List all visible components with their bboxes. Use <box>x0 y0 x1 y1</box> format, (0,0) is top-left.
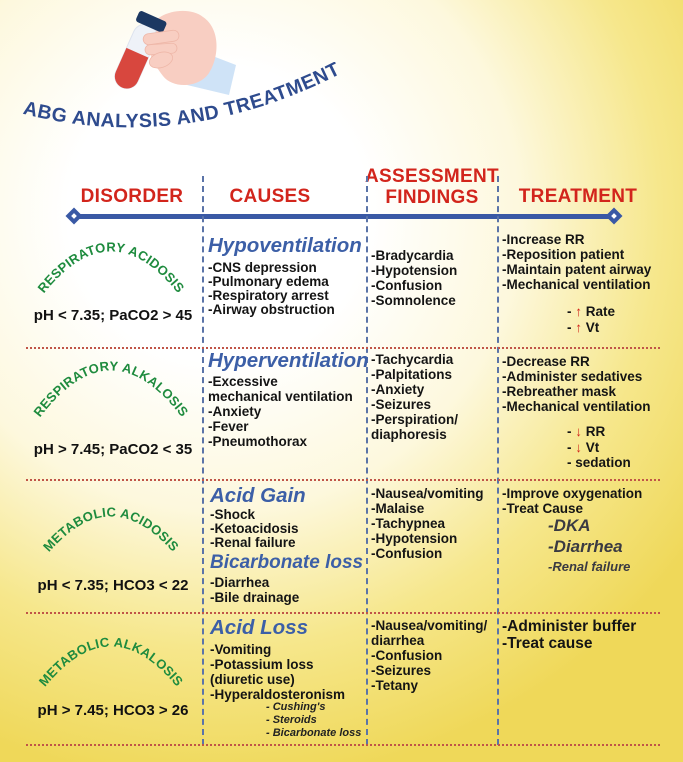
list-item: -Shock <box>210 507 256 522</box>
list-item: -Administer buffer <box>502 618 637 635</box>
list-item: -Palpitations <box>371 367 453 382</box>
list-item: - sedation <box>567 455 631 470</box>
list-item: diarrhea <box>371 633 425 648</box>
up-arrow-icon: ↑ <box>575 319 582 335</box>
row-divider <box>26 479 660 481</box>
list-item: -Anxiety <box>208 404 262 419</box>
list-item: -Confusion <box>371 278 443 293</box>
cause-heading: Hypoventilation <box>208 234 362 257</box>
up-arrow-icon: ↑ <box>575 304 582 319</box>
list-item: mechanical ventilation <box>208 389 353 404</box>
causes-list <box>208 374 353 449</box>
list-item: -Anxiety <box>371 382 425 397</box>
causes-list <box>208 261 335 317</box>
list-item: -Treat cause <box>502 635 593 652</box>
treatment-sub-list <box>567 424 631 471</box>
list-item: -Improve oxygenation <box>502 486 643 501</box>
cause-heading: Bicarbonate loss <box>210 552 364 573</box>
list-item: -Hypotension <box>371 263 458 278</box>
list-item: -Hypotension <box>371 531 458 546</box>
down-arrow-icon: ↓ <box>575 424 582 439</box>
treatment-sub-list <box>567 304 615 335</box>
row-divider <box>26 612 660 614</box>
svg-text:METABOLIC ACIDOSIS: METABOLIC ACIDOSIS <box>40 504 182 555</box>
cause-heading: Acid Loss <box>210 616 308 639</box>
list-item: -Renal failure <box>548 559 631 574</box>
list-item: -Tachypnea <box>371 516 446 531</box>
list-item: -Confusion <box>371 546 443 561</box>
list-item: -Confusion <box>371 648 443 663</box>
column-header-disorder: DISORDER <box>80 186 184 207</box>
list-item: -Tetany <box>371 678 419 693</box>
list-item: -Somnolence <box>371 293 456 308</box>
column-header-treatment: TREATMENT <box>518 186 638 207</box>
assessment-list <box>371 618 487 693</box>
assessment-list <box>371 486 484 561</box>
assessment-list <box>371 352 458 442</box>
assessment-list <box>371 248 457 308</box>
list-item: -Pneumothorax <box>208 434 308 449</box>
list-item: -Perspiration/ <box>371 412 459 427</box>
ph-values: pH < 7.35; HCO3 < 22 <box>37 577 189 594</box>
list-item: -CNS depression <box>208 260 317 275</box>
list-item: -Bile drainage <box>210 590 300 605</box>
ph-values: pH > 7.45; HCO3 > 26 <box>37 702 189 719</box>
column-divider <box>366 176 368 745</box>
causes-list <box>210 642 345 702</box>
list-item: -Potassium loss <box>210 657 314 672</box>
disorder-arc-respiratory-alkalosis <box>26 352 196 426</box>
svg-text:METABOLIC ALKALOSIS: METABOLIC ALKALOSIS <box>35 634 187 690</box>
list-item: -DKA <box>548 516 591 535</box>
treatment-emphasis-list <box>548 516 630 576</box>
svg-text:RESPIRATORY ACIDOSIS: RESPIRATORY ACIDOSIS <box>34 239 188 296</box>
list-item: -Pulmonary edema <box>208 274 329 289</box>
list-item: -Rebreather mask <box>502 384 617 399</box>
causes-sub-list <box>266 701 361 740</box>
list-item: -Nausea/vomiting <box>371 486 484 501</box>
list-item: -Maintain patent airway <box>502 262 652 277</box>
list-item: -Seizures <box>371 397 432 412</box>
list-item: -Decrease RR <box>502 354 590 369</box>
list-item: -Increase RR <box>502 232 585 247</box>
list-item: -Mechanical ventilation <box>502 399 651 414</box>
list-item: -Mechanical ventilation <box>502 277 651 292</box>
list-item: - Cushing's <box>266 701 326 713</box>
list-item: -Bradycardia <box>371 248 454 263</box>
treatment-list <box>502 232 651 292</box>
list-item: -Hyperaldosteronism <box>210 687 346 702</box>
list-item: -Nausea/vomiting/ <box>371 618 488 633</box>
list-item: -Airway obstruction <box>208 302 335 317</box>
title-text: ABG ANALYSIS AND TREATMENT <box>21 62 344 133</box>
list-item: -Administer sedatives <box>502 369 643 384</box>
svg-text:ABG ANALYSIS AND TREATMENT <box>21 62 344 132</box>
list-item: - ↓ Vt <box>567 439 600 455</box>
column-header-assessment-findings: ASSESSMENT FINDINGS <box>365 166 499 208</box>
treatment-list <box>502 354 651 414</box>
list-item: (diuretic use) <box>210 672 295 687</box>
causes-list <box>210 508 299 550</box>
treatment-list <box>502 618 636 652</box>
list-item: -Tachycardia <box>371 352 454 367</box>
list-item: -Diarrhea <box>548 537 623 556</box>
list-item: -Malaise <box>371 501 425 516</box>
list-item: -Ketoacidosis <box>210 521 299 536</box>
ph-values: pH > 7.45; PaCO2 < 35 <box>33 441 193 458</box>
column-divider <box>497 176 499 745</box>
list-item: - Steroids <box>266 714 317 726</box>
list-item: -Vomiting <box>210 642 272 657</box>
ph-values: pH < 7.35; PaCO2 > 45 <box>33 307 193 324</box>
disorder-arc-metabolic-acidosis <box>26 498 196 572</box>
column-divider <box>202 176 204 745</box>
causes-list <box>210 575 299 605</box>
treatment-list <box>502 486 642 516</box>
cause-heading: Acid Gain <box>210 484 306 507</box>
down-arrow-icon: ↓ <box>575 439 582 455</box>
disorder-arc-respiratory-acidosis <box>26 233 196 307</box>
list-item: -Renal failure <box>210 535 296 550</box>
header-underline <box>74 214 614 219</box>
list-item: -Treat Cause <box>502 501 584 516</box>
list-item: -Excessive <box>208 374 278 389</box>
list-item: -Diarrhea <box>210 575 270 590</box>
diamond-left-icon <box>66 208 83 225</box>
list-item: - ↑ Vt <box>567 319 600 335</box>
list-item: diaphoresis <box>371 427 447 442</box>
list-item: - Bicarbonate loss <box>266 727 362 739</box>
page-title <box>14 62 350 142</box>
disorder-arc-metabolic-alkalosis <box>26 628 196 702</box>
list-item: -Reposition patient <box>502 247 625 262</box>
diamond-right-icon <box>606 208 623 225</box>
row-divider <box>26 744 660 746</box>
svg-text:RESPIRATORY ALKALOSIS: RESPIRATORY ALKALOSIS <box>30 358 192 420</box>
list-item: -Respiratory arrest <box>208 288 329 303</box>
list-item: - ↑ Rate <box>567 304 616 319</box>
list-item: - ↓ RR <box>567 424 606 439</box>
list-item: -Seizures <box>371 663 432 678</box>
list-item: -Fever <box>208 419 249 434</box>
column-header-causes: CAUSES <box>229 186 311 207</box>
cause-heading: Hyperventilation <box>208 349 369 372</box>
